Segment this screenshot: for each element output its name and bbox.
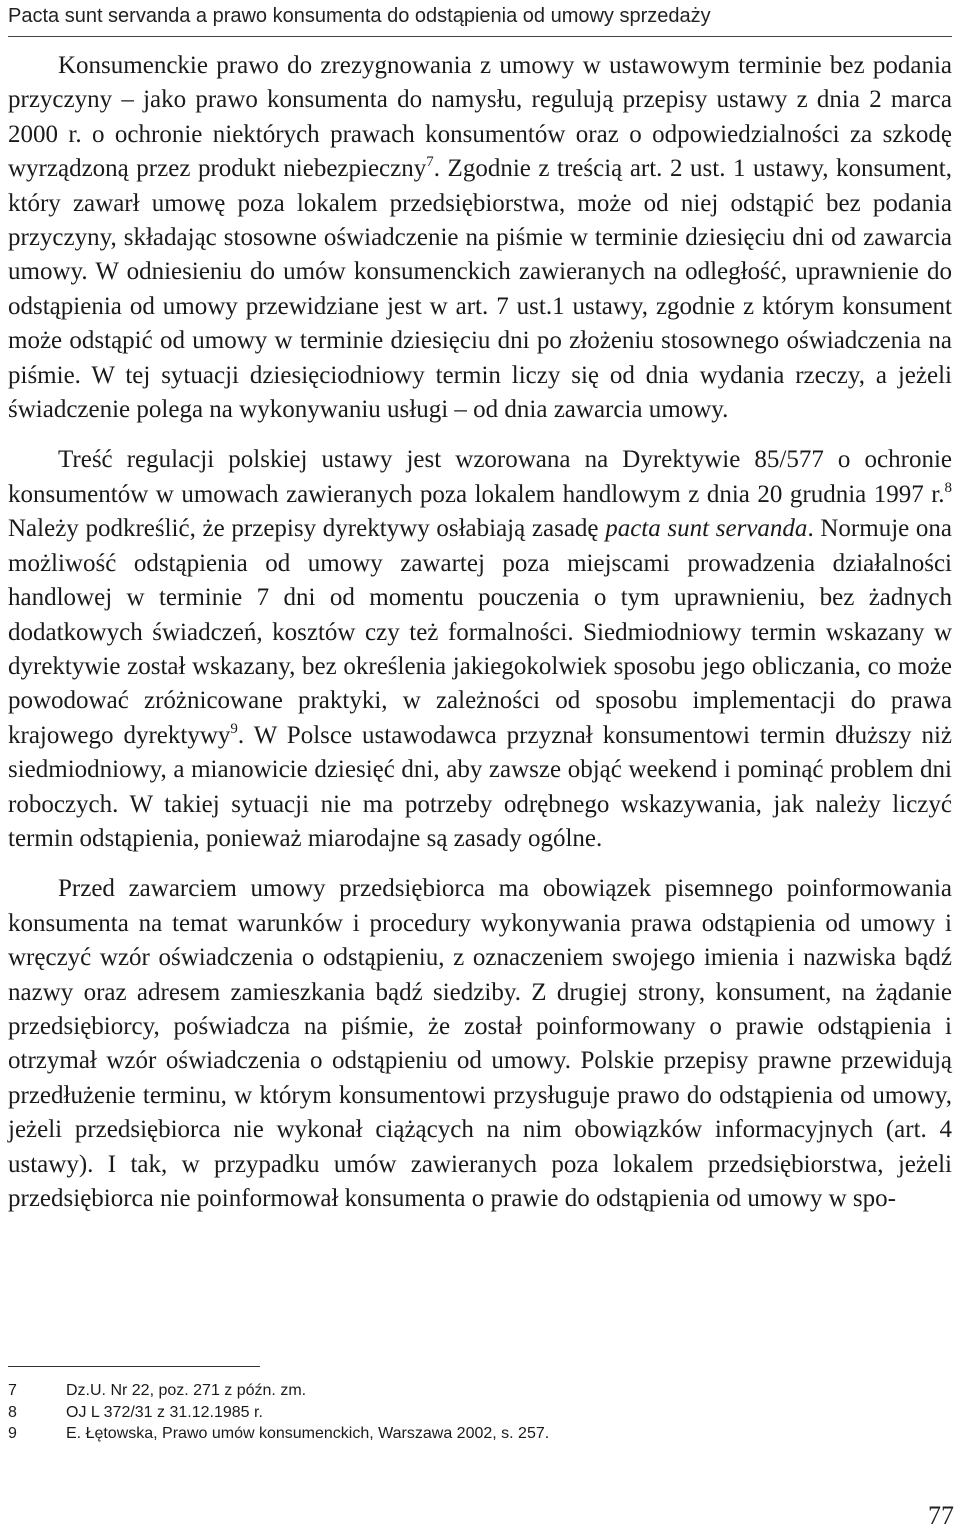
body-text [8,49,952,1216]
footnote-number: 7 [8,1382,17,1399]
footnote-text: Dz.U. Nr 22, poz. 271 z późn. zm. [66,1382,307,1399]
page-number: 77 [928,1501,954,1530]
paragraph-1: Konsumenckie prawo do zrezygnowania z umowy w ustawowym terminie bez podania przyczyny – jako prawo konsumenta do namysłu, regulują przepisy ustawy z dnia 2 marca 2000 r. o ochronie niektórych prawach konsumentów oraz o odpowiedzialności za szkodę wyrządzoną przez produkt niebezpieczny$^7$. Zgodnie z treścią art. 2 ust. 1 ustawy, konsument, który zawarł umowę poza lokalem przedsiębiorstwa, może od niej odstąpić bez podania przyczyny, składając stosowne oświadczenie na piśmie w terminie dziesięciu dni od zawarcia umowy. W odniesieniu do umów konsumenckich zawieranych na odległość, uprawnienie do odstąpienia od umowy przewidziane jest w art. 7 ust.1 ustawy, zgodnie z którym konsument może odstąpić od umowy w terminie dziesięciu dni po złożeniu stosownego oświadczenia na piśmie. W tej sytuacji dziesięciodniowy termin liczy się od dnia wydania rzeczy, a jeżeli świadczenie polega na wykonywaniu usługi – od dnia zawarcia umowy. [8,52,952,424]
footnote-ref-8[interactable]: 8 [944,479,952,496]
footnote-ref-9[interactable]: 9 [230,720,238,737]
footnote-ref-7[interactable]: 7 [426,154,434,171]
footnote-text: OJ L 372/31 z 31.12.1985 r. [66,1403,263,1421]
running-head: Pacta sunt servanda a prawo konsumenta do odstąpienia od umowy sprzedaży [8,5,711,27]
paragraph-3: Przed zawarciem umowy przedsiębiorca ma obowiązek pisemnego poinformowania konsumenta na temat warunków i procedury wykonywania prawa odstąpienia od umowy i wręczyć wzór oświadczenia o odstąpieniu, z oznaczeniem swojego imienia i nazwiska bądź nazwy oraz adresem zamieszkania bądź siedziby. Z drugiej strony, konsument, na żądanie przedsiębiorcy, poświadcza na piśmie, że został poinformowany o prawie odstąpienia i otrzymał wzór oświadczenia o odstąpieniu od umowy. Polskie przepisy prawne przewidują przedłużenie terminu, w którym konsumentowi przysługuje prawo do odstąpienia od umowy, jeżeli przedsiębiorca nie wykonał ciążących na nim obowiązków informacyjnych (art. 4 ustawy). I tak, w przypadku umów zawieranych poza lokalem przedsiębiorstwa, jeżeli przedsiębiorca nie poinformował konsumenta o prawie do odstąpienia od umowy w spo- [8,875,952,1212]
footnote-number: 8 [8,1403,17,1421]
footnotes [8,1380,948,1445]
footnote-rule [8,1366,260,1367]
footnote-number: 9 [8,1425,17,1442]
footnote-text: E. Łętowska, Prawo umów konsumenckich, Warszawa 2002, s. 257. [66,1425,550,1442]
latin-phrase: pacta sunt servanda [605,515,808,543]
header-rule [8,36,952,37]
footnote-8 [8,1402,948,1424]
paragraph-2: Treść regulacji polskiej ustawy jest wzorowana na Dyrektywie 85/577 o ochronie konsumentów w umowach zawieranych poza lokalem handlowym z dnia 20 grudnia 1997 r.$^8$ Należy podkreślić, że przepisy dyrektywy osłabiają zasadę pacta sunt servanda. Normuje ona możliwość odstąpienia od umowy zawartej poza miejscami prowadzenia działalności handlowej w terminie 7 dni od momentu pouczenia o tym uprawnieniu, bez żadnych dodatkowych świadczeń, kosztów czy też formalności. Siedmiodniowy termin wskazany w dyrektywie został wskazany, bez określenia jakiegokolwiek sposobu jego obliczania, co może powodować zróżnicowane praktyki, w zależności od sposobu implementacji do prawa krajowego dyrektywy$^9$. W Polsce ustawodawca przyznał konsumentowi termin dłuższy niż siedmiodniowy, a mianowicie dziesięć dni, aby zawsze objąć weekend i pominąć problem dni roboczych. W takiej sytuacji nie ma potrzeby odrębnego wskazywania, jak należy liczyć termin odstąpienia, ponieważ miarodajne są zasady ogólne. [8,446,953,852]
footnote-7 [8,1380,948,1402]
footnote-9 [8,1423,948,1445]
